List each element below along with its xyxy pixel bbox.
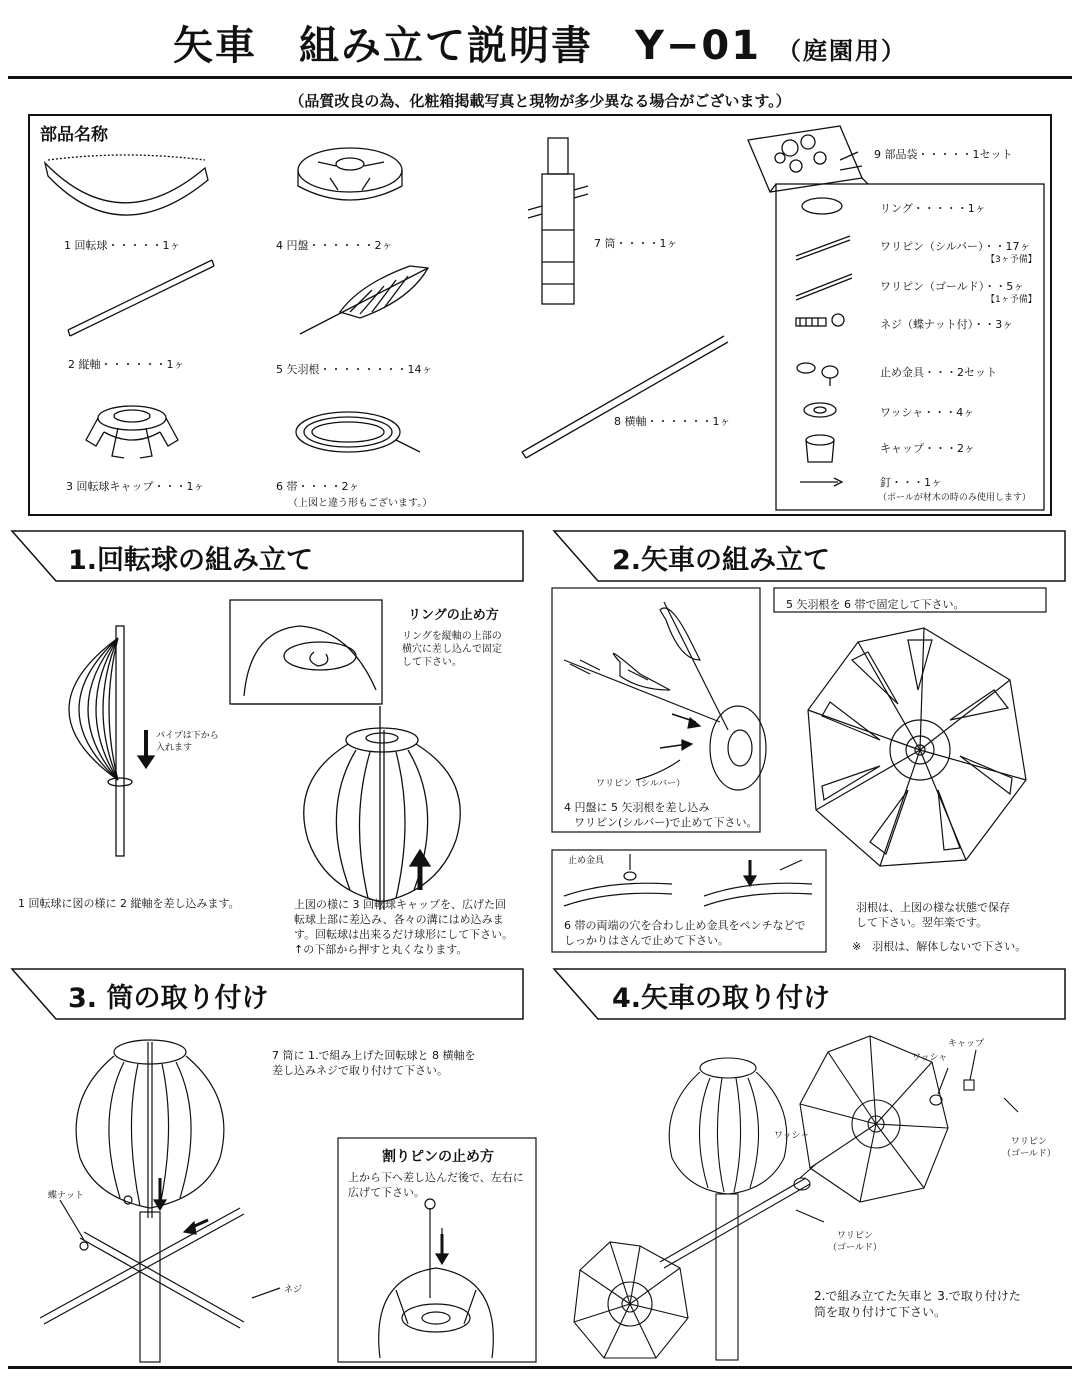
waripin-gold-left-line-1: ワリピン bbox=[836, 1231, 873, 1241]
clip-label: 止め金具 bbox=[568, 856, 605, 866]
bottom-rule bbox=[8, 1366, 1072, 1369]
assembled-wheel-drawing bbox=[808, 628, 1026, 866]
disc-text-line-1: 4 円盤に 5 矢羽根を差し込み bbox=[564, 801, 710, 814]
ring-text-line-1: リングを縦軸の上部の bbox=[402, 631, 502, 642]
step-1b-line-3: す。回転球は出来るだけ球形にして下さい。 bbox=[294, 928, 514, 941]
vertical-shaft-drawing bbox=[68, 260, 214, 336]
section-3-title: 3. 筒の取り付け bbox=[68, 983, 269, 1014]
bag-item-cap: キャップ・・・2ヶ bbox=[880, 442, 975, 455]
left-wheel-drawing bbox=[574, 1242, 688, 1358]
washer-icon bbox=[804, 403, 836, 417]
part-5-label: 5 矢羽根・・・・・・・・14ヶ bbox=[276, 363, 433, 376]
nail-icon bbox=[800, 478, 842, 486]
bag-item-nail: 釘・・・1ヶ bbox=[880, 476, 942, 489]
mounted-sphere-drawing bbox=[660, 1058, 810, 1360]
fix-note: 5 矢羽根を 6 帯で固定して下さい。 bbox=[786, 598, 965, 611]
cap-drawing bbox=[86, 406, 178, 458]
step-1b-line-4: ↑の下部から押すと丸くなります。 bbox=[294, 943, 468, 956]
washer-label-left: ワッシャ bbox=[774, 1131, 810, 1141]
section-1-title: 1.回転球の組み立て bbox=[68, 545, 314, 576]
tube-assembly-drawing bbox=[40, 1040, 280, 1362]
part-9-label: 9 部品袋・・・・・1セット bbox=[874, 148, 1013, 161]
bag-contents-box bbox=[776, 184, 1044, 510]
bag-item-silver-pin-note: 【3ヶ予備】 bbox=[986, 255, 1037, 265]
part-6-note: （上図と違う形もございます。） bbox=[288, 498, 433, 509]
disc-drawing bbox=[298, 148, 402, 200]
section-4-title: 4.矢車の取り付け bbox=[612, 983, 831, 1014]
ring-text-line-2: 横穴に差し込んで固定 bbox=[402, 644, 502, 655]
part-6-label: 6 帯・・・・2ヶ bbox=[276, 480, 360, 493]
split-pin-line-2: 広げて下さい。 bbox=[348, 1186, 425, 1199]
part-2-label: 2 縦軸・・・・・・1ヶ bbox=[68, 358, 185, 371]
screw-label: ネジ bbox=[284, 1285, 303, 1295]
title-main: 矢車 組み立て説明書 Y−01 bbox=[172, 23, 762, 69]
step-3-line-2: 差し込みネジで取り付けて下さい。 bbox=[272, 1064, 448, 1077]
parts-heading: 部品名称 bbox=[40, 125, 108, 145]
ring-icon bbox=[802, 198, 842, 214]
section-2-banner bbox=[554, 530, 1066, 582]
part-8-label: 8 横軸・・・・・・1ヶ bbox=[614, 415, 731, 428]
cap-right-icon bbox=[964, 1080, 974, 1090]
step-4-text bbox=[814, 1288, 1021, 1320]
step-1b-text bbox=[294, 897, 513, 957]
keep-text-line-2: して下さい。翌年楽です。 bbox=[856, 916, 988, 929]
washer-right-icon bbox=[930, 1095, 942, 1105]
waripin-gold-right bbox=[1002, 1136, 1056, 1160]
step-4-line-2: 筒を取り付けて下さい。 bbox=[814, 1305, 947, 1319]
split-pin-text bbox=[348, 1170, 524, 1200]
split-pin-line-1: 上から下へ差し込んだ後で、左右に bbox=[348, 1171, 524, 1184]
step-1b-line-2: 転球上部に差込み、各々の溝にはめ込みま bbox=[294, 913, 504, 926]
cap-small-icon bbox=[806, 435, 834, 462]
arrow-feather-drawing bbox=[300, 266, 428, 334]
clip-icon bbox=[797, 363, 838, 386]
bag-item-ring: リング・・・・・1ヶ bbox=[880, 202, 986, 215]
horizontal-shaft-drawing bbox=[522, 336, 728, 458]
cap-label: キャップ bbox=[948, 1039, 985, 1049]
split-pin-title: 割りピンの止め方 bbox=[382, 1149, 494, 1165]
disc-text-line-2: ワリピン(シルバー)で止めて下さい。 bbox=[574, 816, 758, 829]
pipe-note-line-1: パイプは下から bbox=[156, 731, 219, 741]
butterfly-nut-label: 蝶ナット bbox=[48, 1191, 84, 1201]
part-4-label: 4 円盤・・・・・・2ヶ bbox=[276, 239, 393, 252]
waripin-gold-left-line-2: （ゴールド） bbox=[828, 1243, 882, 1253]
disc-text bbox=[564, 800, 758, 830]
ring-detail-box bbox=[230, 600, 382, 704]
bag-item-washer: ワッシャ・・・4ヶ bbox=[880, 406, 975, 419]
bag-item-gold-pin-note: 【1ヶ予備】 bbox=[986, 295, 1037, 305]
ring-title: リングの止め方 bbox=[408, 608, 499, 623]
keep-text-line-1: 羽根は、上図の様な状態で保存 bbox=[856, 901, 1010, 914]
section-1-banner bbox=[12, 530, 524, 582]
band-text-line-2: しっかりはさんで止めて下さい。 bbox=[564, 934, 729, 947]
parts-bag-drawing bbox=[748, 126, 862, 192]
gold-pin-icon bbox=[796, 274, 852, 300]
section-4-banner bbox=[554, 968, 1066, 1020]
bag-item-silver-pin: ワリピン（シルバー）・・17ヶ bbox=[880, 240, 1031, 253]
band-coil-drawing bbox=[296, 412, 420, 452]
band-text-line-1: 6 帯の両端の穴を合わし止め金具をペンチなどで bbox=[564, 919, 806, 932]
pipe-note bbox=[156, 730, 219, 754]
disc-assembly-box bbox=[552, 588, 760, 832]
part-1-label: 1 回転球・・・・・1ヶ bbox=[64, 239, 181, 252]
tube-drawing bbox=[528, 138, 588, 304]
silver-pin-icon bbox=[796, 236, 850, 260]
ring-detail-icon bbox=[310, 652, 328, 666]
pipe-note-line-2: 入れます bbox=[156, 743, 193, 753]
keep-text bbox=[856, 900, 1010, 930]
step-1b-line-1: 上図の様に 3 回転球キャップを、広げた回 bbox=[294, 898, 506, 911]
bag-item-screw: ネジ（蝶ナット付）・・3ヶ bbox=[880, 318, 1014, 331]
waripin-gold-left bbox=[828, 1230, 882, 1254]
bag-item-clip: 止め金具・・・2セット bbox=[880, 366, 997, 379]
section-2-title: 2.矢車の組み立て bbox=[612, 545, 831, 576]
step-1a-text: 1 回転球に図の様に 2 縦軸を差し込みます。 bbox=[18, 897, 240, 910]
waripin-gold-right-line-1: ワリピン bbox=[1010, 1137, 1047, 1147]
bag-item-gold-pin: ワリピン（ゴールド）・・5ヶ bbox=[880, 280, 1025, 293]
title-sub: （庭園用） bbox=[777, 37, 908, 65]
waripin-silver-label: ワリピン（シルバー） bbox=[596, 779, 686, 789]
part-7-label: 7 筒・・・・1ヶ bbox=[594, 237, 678, 250]
split-pin-drawing bbox=[379, 1199, 494, 1358]
step-4-line-1: 2.で組み立てた矢車と 3.で取り付けた bbox=[814, 1289, 1021, 1303]
waripin-gold-right-line-2: （ゴールド） bbox=[1002, 1149, 1056, 1159]
sphere-panel-drawing bbox=[45, 163, 208, 215]
bag-item-nail-note: （ポールが材木の時のみ使用します） bbox=[878, 493, 1031, 503]
warn-text: ※ 羽根は、解体しないで下さい。 bbox=[852, 940, 1027, 953]
ring-text-line-3: して下さい。 bbox=[402, 657, 462, 668]
quality-note: （品質改良の為、化粧箱掲載写真と現物が多少異なる場合がございます。） bbox=[289, 92, 791, 110]
step-3-text bbox=[272, 1048, 475, 1078]
band-text bbox=[564, 918, 806, 948]
ring-text bbox=[402, 630, 502, 669]
section-3-banner bbox=[12, 968, 524, 1020]
assembled-sphere-drawing bbox=[304, 728, 461, 910]
washer-label-right: ワッシャ bbox=[912, 1053, 948, 1063]
part-3-label: 3 回転球キャップ・・・1ヶ bbox=[66, 480, 205, 493]
disc-with-arrows-drawing bbox=[564, 602, 766, 790]
step-3-line-1: 7 筒に 1.で組み上げた回転球と 8 横軸を bbox=[272, 1049, 476, 1062]
screw-icon bbox=[796, 314, 844, 326]
half-sphere-drawing bbox=[69, 626, 132, 856]
